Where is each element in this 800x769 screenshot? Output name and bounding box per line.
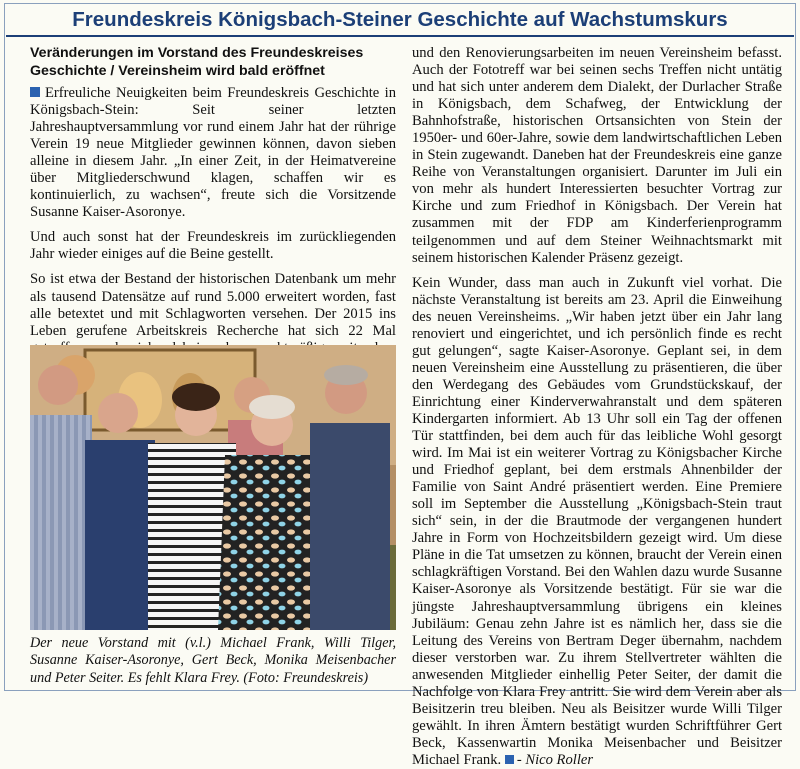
paragraph-5 xyxy=(412,275,782,769)
left-column xyxy=(30,45,396,391)
subheadline-line-2: Geschichte / Vereinsheim wird bald eröffnet xyxy=(30,62,325,79)
paragraph-1 xyxy=(30,85,396,221)
paragraph-4: und den Renovierungsarbeiten im neuen Vereinsheim befasst. Auch der Fototreff war bei seinen sechs Treffen nicht untätig und hat sich unter anderem dem Dialekt, der Durlacher Straße in Königsbach, dem Schafweg, der Entwicklung der Bahnhofstraße, historischen Ortsansichten von Stein der 1950er- und 60er-Jahre, sowie dem landwirtschaftlichen Leben in Stein zugewandt. Daneben hat der Freundeskreis eine ganze Reihe von Veranstaltungen organisiert. Darunter im Juli ein von mehr als hundert Interessierten besuchter Vortrag zur Kirche und zum Friedhof in Königsbach. Der Verein hat zusammen mit der FDP am Kinderferienprogramm teilgenommen und auf dem Steiner Weihnachtsmarkt mit seinem historischen Kalender Präsenz gezeigt. xyxy=(412,45,782,266)
subheadline-line-1: Veränderungen im Vorstand des Freundeskreises xyxy=(30,45,364,61)
paragraph-3: So ist etwa der Bestand der historischen Datenbank um mehr als tausend Datensätze auf rund 5.000 erweitert worden, fast alle betextet und mit Schlagworten versehen. Der 2015 ins Leben gerufene Arbeitskreis Recherche hat sich 22 Mal xyxy=(30,271,396,339)
square-end-marker-icon xyxy=(505,755,514,764)
paragraph-5-text: Kein Wunder, dass man auch in Zukunft viel vorhat. Die nächste Veranstaltung ist bereits am 23. April die Einweihung des neuen Vereinsheims. „Wir haben jetzt über ein Jahr lang renoviert und eingerichtet, und ich persönlich finde es recht gut gelungen“, sagte Kaiser-Asoronye. Geplant sei, in dem neuen Vereinsheim eine Ausstellung zu präsentieren, die über den Werdegang des Gebäudes vom Grundstückskauf, der Einrichtung einer Kinderverwahranstalt und dem späteren Kindergarten informiert. Ab 13 Uhr soll ein Tag der offenen Tür stattfinden, bei dem auch für das leibliche Wohl gesorgt wird. Im Mai ist ein weiterer Vortrag zu Königsbacher Kirche und Friedhof geplant, bei dem erstmals Ahnenbilder der Familie von Saint André präsentiert werden. Eine Premiere soll im September die Ausstellung „Königsbach-Stein traut sich“ sein, in der die Brautmode der vergangenen hundert Jahre in Form von Hochzeitsbildern gezeigt wird. Um diese Pläne in die Tat umsetzen zu können, braucht der Verein einen schlagkräftigen Vorstand. Bei den Wahlen dazu wurde Susanne Kaiser-Asoronye als Vorsitzende bestätigt. Für sie war die jüngste Jahreshauptversammlung übrigens ein kleines Jubiläum: Genau zehn Jahre ist es nämlich her, dass sie die Leitung des Vereins von Bertram Deger übernahm, nachdem dieser verstorben war. Zu ihrem Stellvertreter wählten die anwesenden Mitglieder einhellig Peter Seiter, der damit die Nachfolge von Klara Frey antritt. Sie wird dem Verein aber als Beisitzerin treu bleiben. Neu als Beisitzer wurde Willi Tilger gewählt. In ihren Ämtern bestätigt wurden Schriftführer Gert Beck, Kassenwartin Monika Meisenbacher und Beisitzer Michael Frank. xyxy=(412,274,782,768)
square-marker-icon xyxy=(30,87,40,97)
paragraph-2: Und auch sonst hat der Freundeskreis im zurückliegenden Jahr wieder einiges auf die Beine gestellt. xyxy=(30,229,396,263)
right-column xyxy=(412,45,782,769)
group-photo-illustration xyxy=(30,345,396,630)
paragraph-1-text: Erfreuliche Neuigkeiten beim Freundeskreis Geschichte in Königsbach-Stein: Seit seiner letzten Jahreshauptversammlung vor rund einem Jahr hat der rührige Verein 19 neue Mitglieder gewinnen können, davon sieben alleine in diesem Jahr. „In einer Zeit, in der Heimatvereine über Mitgliederschwund klagen, schaffen wir es kontinuierlich, zu wachsen“, freute sich die Vorsitzende Susanne Kaiser-Asoronye. xyxy=(30,85,396,221)
headline: Freundeskreis Königsbach-Steiner Geschichte auf Wachstumskurs xyxy=(6,3,794,37)
photo-caption: Der neue Vorstand mit (v.l.) Michael Frank, Willi Tilger, Susanne Kaiser-Asoronye, Gert Beck, Monika Meisenbacher und Peter Seiter. Es fehlt Klara Frey. (Foto: Freundeskreis) xyxy=(30,635,396,686)
group-photo xyxy=(30,345,396,630)
author-byline: - Nico Roller xyxy=(516,751,594,768)
subheadline xyxy=(30,45,396,80)
